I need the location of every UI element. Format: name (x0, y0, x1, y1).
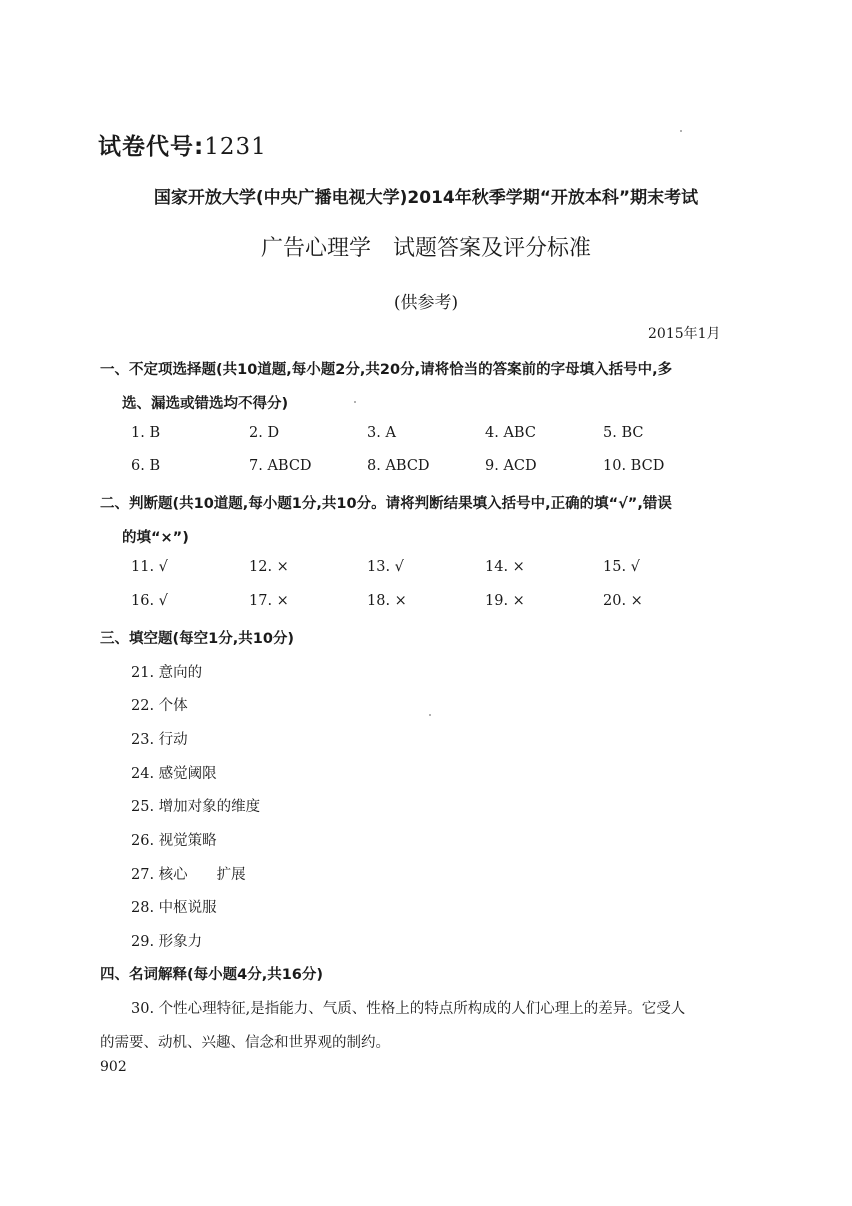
answer-10: 10. BCD (603, 458, 665, 474)
answer-20: 20. × (603, 593, 643, 609)
answer-19: 19. × (485, 593, 525, 609)
answer-4: 4. ABC (485, 425, 536, 441)
answer-12: 12. × (249, 559, 289, 575)
answer-29: 29. 形象力 (131, 934, 203, 950)
answer-16: 16. √ (131, 593, 168, 609)
section4-heading: 四、名词解释(每小题4分,共16分) (100, 967, 324, 983)
answer-28: 28. 中枢说服 (131, 900, 217, 916)
answer-18: 18. × (367, 593, 407, 609)
answer-22: 22. 个体 (131, 698, 188, 714)
q30-line1: 30. 个性心理特征,是指能力、气质、性格上的特点所构成的人们心理上的差异。它受人 (131, 1001, 686, 1017)
answer-25: 25. 增加对象的维度 (131, 799, 261, 815)
section2-heading-line2: 的填“×”) (122, 530, 189, 546)
answer-1: 1. B (131, 425, 161, 441)
answer-6: 6. B (131, 458, 161, 474)
answer-17: 17. × (249, 593, 289, 609)
section1-heading-line1: 一、不定项选择题(共10道题,每小题2分,共20分,请将恰当的答案前的字母填入括号中,多 (100, 362, 673, 378)
answer-27: 27. 核心 扩展 (131, 867, 246, 883)
section3-heading: 三、填空题(每空1分,共10分) (100, 631, 295, 647)
answer-3: 3. A (367, 425, 396, 441)
reference-note: (供参考) (393, 293, 459, 313)
answer-11: 11. √ (131, 559, 168, 575)
paper-code-label: 试卷代号: (98, 134, 205, 160)
answer-5: 5. BC (603, 425, 644, 441)
answer-8: 8. ABCD (367, 458, 430, 474)
q30-line2: 的需要、动机、兴趣、信念和世界观的制约。 (100, 1035, 390, 1051)
answer-9: 9. ACD (485, 458, 537, 474)
exam-date: 2015年1月 (648, 326, 721, 342)
answer-13: 13. √ (367, 559, 404, 575)
scan-speck (354, 401, 356, 403)
page-number: 902 (100, 1059, 127, 1075)
answer-23: 23. 行动 (131, 732, 188, 748)
subject-title: 广告心理学 试题答案及评分标准 (260, 236, 591, 261)
answer-21: 21. 意向的 (131, 665, 203, 681)
scan-speck (429, 714, 431, 716)
answer-15: 15. √ (603, 559, 640, 575)
answer-24: 24. 感觉阈限 (131, 766, 217, 782)
section1-heading-line2: 选、漏选或错选均不得分) (122, 396, 289, 412)
answer-26: 26. 视觉策略 (131, 833, 217, 849)
scan-speck (680, 130, 682, 132)
answer-2: 2. D (249, 425, 280, 441)
answer-7: 7. ABCD (249, 458, 312, 474)
section2-heading-line1: 二、判断题(共10道题,每小题1分,共10分。请将判断结果填入括号中,正确的填“√”,错误 (100, 496, 672, 512)
exam-title: 国家开放大学(中央广播电视大学)2014年秋季学期“开放本科”期末考试 (153, 188, 699, 208)
paper-code (98, 128, 267, 161)
paper-code-number: 1231 (204, 134, 267, 160)
answer-14: 14. × (485, 559, 525, 575)
